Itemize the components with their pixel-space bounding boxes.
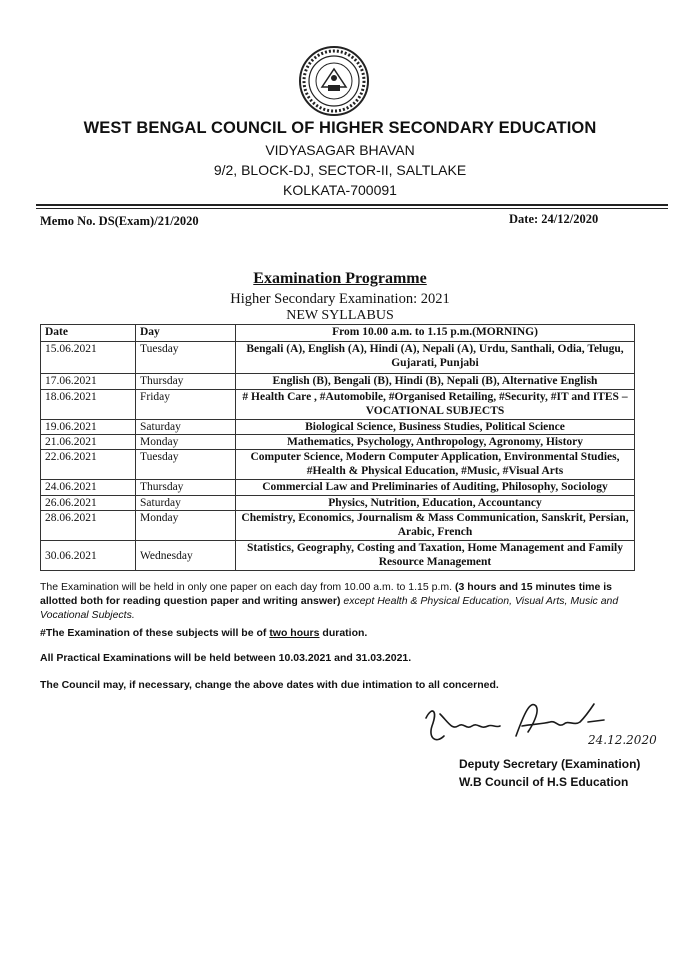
row-date: 26.06.2021 [41,496,136,511]
row-subjects: Biological Science, Business Studies, Political Science [236,420,635,435]
address-line-2: 9/2, BLOCK-DJ, SECTOR-II, SALTLAKE [213,162,467,178]
row-subjects: Commercial Law and Preliminaries of Auditing, Philosophy, Sociology [236,480,635,496]
header-day: Day [136,325,236,342]
row-day: Monday [136,435,236,450]
header-divider [36,204,668,206]
table-row [41,511,635,541]
memo-number: Memo No. DS(Exam)/21/2020 [40,214,199,228]
table-row [41,374,635,390]
memo-date: Date: 24/12/2020 [509,212,599,226]
row-subjects: Statistics, Geography, Costing and Taxation, Home Management and Family Resource Management [236,541,635,571]
header-time: From 10.00 a.m. to 1.15 p.m.(MORNING) [236,325,635,342]
row-day: Saturday [136,420,236,435]
table-row [41,480,635,496]
row-subjects: Bengali (A), English (A), Hindi (A), Nepali (A), Urdu, Santhali, Odia, Telugu, Gujarati, Punjabi [236,342,635,374]
row-date: 24.06.2021 [41,480,136,496]
header-date: Date [41,325,136,342]
address-line-1: VIDYASAGAR BHAVAN [265,142,415,158]
row-subjects: English (B), Bengali (B), Hindi (B), Nepali (B), Alternative English [236,374,635,390]
table-row [41,435,635,450]
row-subjects: Computer Science, Modern Computer Application, Environmental Studies, #Health & Physical Education, #Music, #Visual Arts [236,450,635,480]
signatory-office: W.B Council of H.S Education [459,775,629,789]
row-date: 15.06.2021 [41,342,136,374]
row-date: 17.06.2021 [41,374,136,390]
signatory-designation: Deputy Secretary (Examination) [459,757,641,771]
signatory-block [459,755,640,791]
practical-exam-note: All Practical Examinations will be held between 10.03.2021 and 31.03.2021. [40,652,412,664]
row-date: 18.06.2021 [41,390,136,420]
table-row [41,496,635,511]
duration-note: #The Examination of these subjects will be of two hours duration. [40,627,368,639]
table-row [41,420,635,435]
handwritten-signature [418,696,657,756]
table-header-row [41,325,635,342]
row-day: Tuesday [136,342,236,374]
syllabus-label: NEW SYLLABUS [286,308,394,323]
row-date: 30.06.2021 [41,541,136,571]
row-subjects: Chemistry, Economics, Journalism & Mass Communication, Sanskrit, Persian, Arabic, French [236,511,635,541]
row-day: Thursday [136,374,236,390]
row-day: Wednesday [136,541,236,571]
table-row [41,390,635,420]
signature-date: 24.12.2020 [588,733,657,747]
programme-title: Examination Programme [253,270,427,287]
row-date: 22.06.2021 [41,450,136,480]
row-day: Thursday [136,480,236,496]
row-day: Saturday [136,496,236,511]
row-date: 19.06.2021 [41,420,136,435]
row-day: Tuesday [136,450,236,480]
row-date: 28.06.2021 [41,511,136,541]
exam-schedule-table [40,324,635,571]
address-line-3: KOLKATA-700091 [283,182,397,198]
row-subjects: Physics, Nutrition, Education, Accountancy [236,496,635,511]
header-divider-thin [36,208,668,209]
organization-name: WEST BENGAL COUNCIL OF HIGHER SECONDARY EDUCATION [83,119,597,137]
row-day: Friday [136,390,236,420]
row-day: Monday [136,511,236,541]
programme-subtitle: Higher Secondary Examination: 2021 [230,291,450,307]
table-row [41,342,635,374]
table-row [41,541,635,571]
council-disclaimer: The Council may, if necessary, change the above dates with due intimation to all concerned. [40,679,499,691]
row-date: 21.06.2021 [41,435,136,450]
row-subjects: Mathematics, Psychology, Anthropology, Agronomy, History [236,435,635,450]
table-row [41,450,635,480]
council-seal-logo [298,45,370,117]
row-subjects: # Health Care , #Automobile, #Organised Retailing, #Security, #IT and ITES –VOCATIONAL SUBJECTS [236,390,635,420]
exam-note-paragraph: The Examination will be held in only one paper on each day from 10.00 a.m. to 1.15 p.m. (3 hours and 15 minutes time is allotted both for reading question paper and writing answer) except Health & Physical Education, Visual Arts, Music and Vocational Subjects. [40,581,619,621]
